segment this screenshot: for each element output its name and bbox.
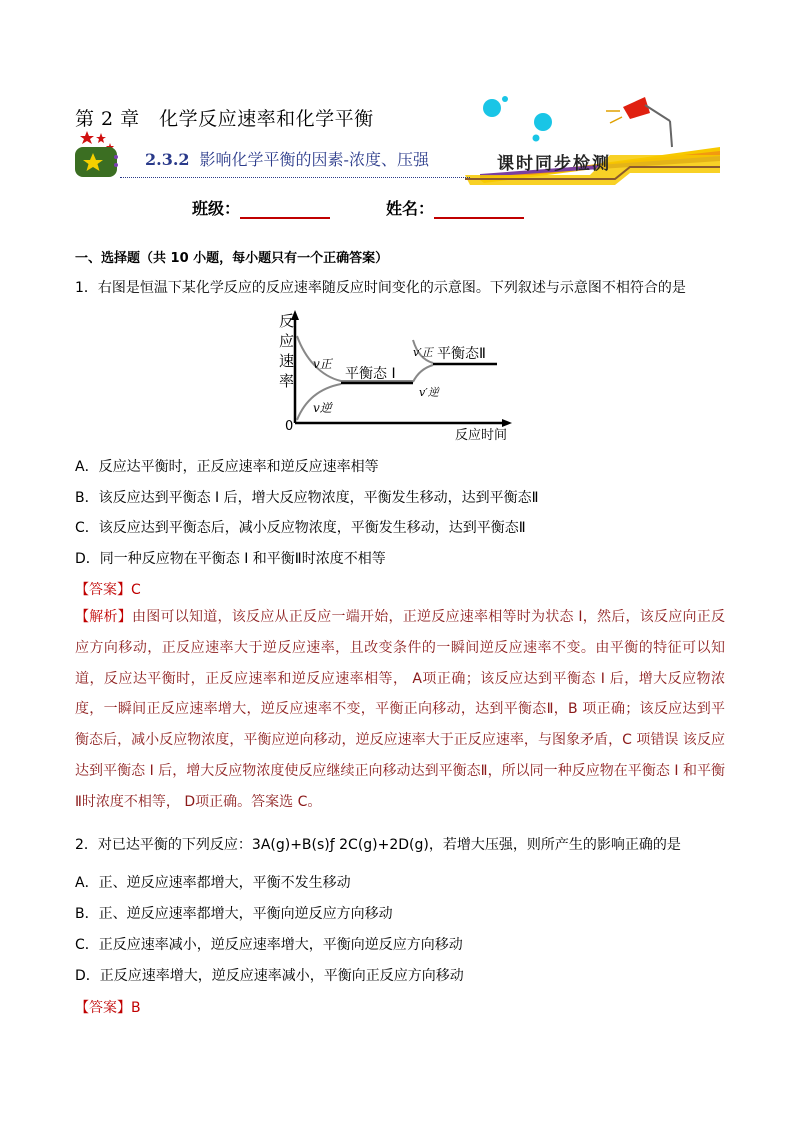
origin-label: 0 (285, 419, 294, 434)
chapter-title: 第 2 章 化学反应速率和化学平衡 (75, 108, 374, 130)
v-forward-prime-label: v′正 (413, 346, 433, 359)
q1-option-a: A．反应达平衡时，正反应速率和逆反应速率相等 (75, 459, 379, 475)
rate-time-figure (275, 308, 515, 443)
lamp-icon (606, 97, 672, 147)
q1-option-b: B．该反应达到平衡态 I 后，增大反应物浓度，平衡发生移动，达到平衡态Ⅱ (75, 490, 539, 506)
question-1-stem: 1．右图是恒温下某化学反应的反应速率随反应时间变化的示意图。下列叙述与示意图不相符合的是 (75, 280, 686, 296)
star-icon (80, 131, 94, 144)
q2-option-b: B．正、逆反应速率都增大，平衡向逆反应方向移动 (75, 906, 393, 922)
y-label-char: 反 (279, 312, 295, 330)
v-reverse-prime-curve (413, 365, 433, 382)
v-reverse-prime-label: v′逆 (419, 386, 439, 399)
answer-value: B (131, 1000, 141, 1016)
question-2-stem: 2．对已达平衡的下列反应：3A(g)+B(s)ƒ 2C(g)+2D(g)，若增大压强，则所产生的影响正确的是 (75, 837, 681, 853)
v-reverse-label: v逆 (313, 401, 332, 415)
q1-option-d: D．同一种反应物在平衡态 I 和平衡Ⅱ时浓度不相等 (75, 551, 386, 567)
section-title: 一、选择题（共 10 小题，每小题只有一个正确答案） (75, 251, 389, 266)
analysis-tag: 【解析】 (75, 609, 132, 625)
x-axis-label: 反应时间 (455, 428, 508, 443)
answer-tag: 【答案】 (75, 1000, 131, 1016)
analysis-text: 由图可以知道，该反应从正反应一端开始，正逆反应速率相等时为状态 I，然后，该反应向正反应方向移动，正反应速率大于逆反应速率，且改变条件的一瞬间逆反应速率不变。由平衡的特征可以知道，反应达平衡时，正反应速率和逆反应速率相等， A项正确；该反应达到平衡态 I 后，增大反应物浓度，一瞬间正反应速率增大，逆反应速率不变，平衡正向移动，达到平衡态Ⅱ，B 项正确；该反应达到平衡态后，减小反应物浓度，平衡应逆向移动，逆反应速率大于正反应速率，与图象矛盾，C 项错误 该反应达到平衡态 I 后，增大反应物浓度使反应继续正向移动达到平衡态Ⅱ，所以同一种反应物在平衡态 I 和平衡Ⅱ时浓度不相等， D项正确。答案选 C。 (75, 609, 726, 810)
bubble-icon (534, 113, 552, 131)
name-field (386, 196, 524, 219)
name-label: 姓名： (386, 199, 435, 218)
y-label-char: 率 (279, 372, 295, 390)
lesson-name: 影响化学平衡的因素-浓度、压强 (199, 150, 429, 169)
state1-label: 平衡态 I (345, 366, 396, 382)
header-divider (120, 177, 470, 178)
bubble-icon (483, 99, 501, 117)
v-forward-label: v正 (313, 357, 332, 371)
banner-label: 课时同步检测 (497, 154, 611, 174)
q1-answer (75, 579, 141, 599)
q2-option-d: D．正反应速率增大，逆反应速率减小，平衡向正反应方向移动 (75, 968, 464, 984)
lesson-number: 2.3.2 (145, 150, 190, 169)
q1-analysis (75, 602, 725, 818)
answer-value: C (131, 582, 141, 598)
class-label: 班级： (192, 199, 241, 218)
lesson-title (145, 147, 429, 170)
answer-tag: 【答案】 (75, 582, 131, 598)
q2-answer (75, 997, 141, 1017)
y-label-char: 速 (279, 352, 295, 370)
q2-option-a: A．正、逆反应速率都增大，平衡不发生移动 (75, 875, 351, 891)
class-blank[interactable] (240, 199, 330, 219)
class-field (192, 196, 330, 219)
q1-option-c: C．该反应达到平衡态后，减小反应物浓度，平衡发生移动，达到平衡态Ⅱ (75, 520, 526, 536)
q2-option-c: C．正反应速率减小，逆反应速率增大，平衡向逆反应方向移动 (75, 937, 463, 953)
state2-label: 平衡态Ⅱ (437, 346, 486, 362)
y-label-char: 应 (279, 332, 295, 350)
star-icon (96, 133, 106, 143)
name-blank[interactable] (434, 199, 524, 219)
